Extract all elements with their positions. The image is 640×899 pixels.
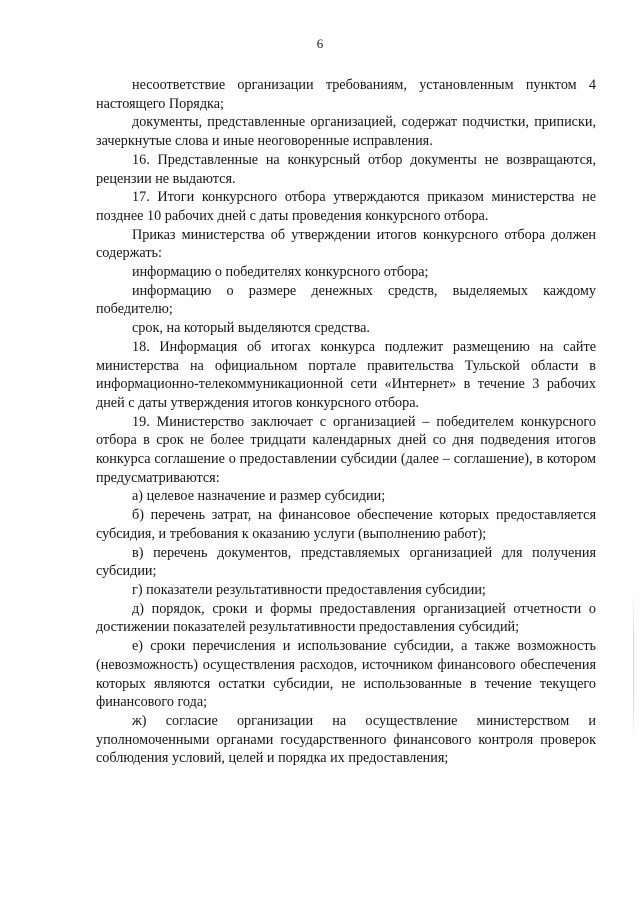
paragraph: б) перечень затрат, на финансовое обеспечение которых предоставляется субсидия, и требования к оказанию услуги (выполнению работ); xyxy=(96,507,596,542)
paragraph: ж) согласие организации на осуществление министерством и уполномоченными органами государственного финансового контроля проверок соблюдения условий, целей и порядка их предоставления; xyxy=(96,712,596,767)
document-body xyxy=(96,76,596,768)
paragraph: е) сроки перечисления и использование субсидии, а также возможность (невозможность) осуществления расходов, источником финансового обеспечения которых являются остатки субсидии, не использованные в течение текущего финансового года; xyxy=(96,638,596,711)
paragraph: а) целевое назначение и размер субсидии; xyxy=(132,488,386,505)
paragraph: г) показатели результативности предоставления субсидии; xyxy=(132,581,486,598)
paragraph: срок, на который выделяются средства. xyxy=(132,320,370,337)
page-number: 6 xyxy=(316,36,324,51)
paragraph: несоответствие организации требованиям, установленным пунктом 4 настоящего Порядка; xyxy=(96,77,596,112)
paragraph: 18. Информация об итогах конкурса подлежит размещению на сайте министерства на официальном портале правительства Тульской области в информационно-телекоммуникационной сети «Интернет» в течение 3 рабочих дней с даты утверждения итогов конкурсного отбора. xyxy=(96,338,596,411)
paragraph: 16. Представленные на конкурсный отбор документы не возвращаются, рецензии не выдаются. xyxy=(96,151,596,187)
paragraph: в) перечень документов, представляемых организацией для получения субсидии; xyxy=(96,544,596,580)
paragraph: информацию о победителях конкурсного отбора; xyxy=(132,264,429,281)
paragraph: 17. Итоги конкурсного отбора утверждаются приказом министерства не позднее 10 рабочих дней с даты проведения конкурсного отбора. xyxy=(96,189,596,224)
paragraph: 19. Министерство заключает с организацией – победителем конкурсного отбора в срок не более тридцати календарных дней со дня подведения итогов конкурса соглашение о предоставлении субсидии (далее – соглашение), в котором предусматриваются: xyxy=(96,413,596,486)
scan-margin-mark xyxy=(633,592,634,742)
paragraph: д) порядок, сроки и формы предоставления организацией отчетности о достижении показателей результативности предоставления субсидий; xyxy=(96,600,596,636)
paragraph: информацию о размере денежных средств, выделяемых каждому победителю; xyxy=(96,282,596,318)
paragraph: Приказ министерства об утверждении итогов конкурсного отбора должен содержать: xyxy=(96,226,596,262)
paragraph: документы, представленные организацией, содержат подчистки, приписки, зачеркнутые слова и иные неоговоренные исправления. xyxy=(96,114,596,150)
